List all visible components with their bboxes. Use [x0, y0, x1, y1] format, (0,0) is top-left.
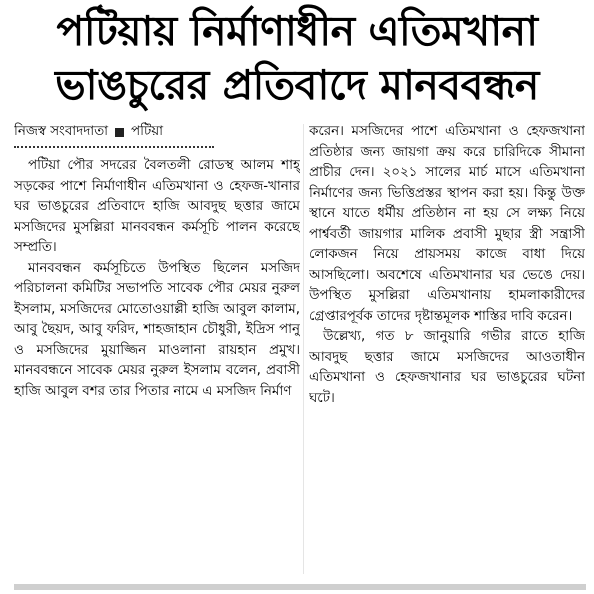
paragraph-right-1: করেন। মসজিদের পাশে এতিমখানা ও হেফজখানা প্রতিষ্ঠার জন্য জায়গা ক্রয় করে চারিদিকে সীমানা প্রাচীর দেন। ২০২১ সালের মার্চ মাসে এতিমখানা নির্মাণের জন্য ভিত্তিপ্রস্তর স্থাপন করা হয়। কিন্তু উক্ত স্থানে যাতে ধর্মীয় প্রতিষ্ঠান না হয় সে লক্ষ্য নিয়ে পার্শ্ববর্তী জায়গার মালিক প্রবাসী মুছার স্ত্রী সন্ত্রাসী লোকজন নিয়ে প্রায়সময় কাজে বাধা দিয়ে আসছিলো। অবশেষে এতিমখানার ঘর ভেঙে দেয়। উপস্থিত মুসল্লিরা এতিমখানায় হামলাকারীদের গ্রেপ্তারপূর্বক তাদের দৃষ্টান্তমূলক শাস্তির দাবি করেন। [309, 124, 585, 324]
headline [14, 4, 580, 112]
headline-line-2: ভাঙচুরের প্রতিবাদে মানববন্ধন [55, 61, 539, 109]
paragraph-right-2: উল্লেখ্য, গত ৮ জানুয়ারি গভীর রাতে হাজি আবদুছ ছত্তার জামে মসজিদের আওতাধীন এতিমখানা ও হেফজখানার ঘর ভাঙচুরের ঘটনা ঘটে। [309, 329, 585, 406]
column-divider [303, 124, 304, 574]
article-column-right [309, 122, 585, 576]
byline-reporter: নিজস্ব সংবাদদাতা [14, 124, 109, 139]
byline-location: পটিয়া [131, 124, 164, 139]
square-bullet-icon [115, 128, 124, 137]
bottom-rule [14, 584, 586, 590]
byline [14, 122, 300, 142]
paragraph-left-1: পটিয়া পৌর সদরের বৈলতলী রোডস্থ আলম শাহ্‌ সড়কের পাশে নির্মাণাধীন এতিমখানা ও হেফজ-খানার ঘর ভাঙচুরের প্রতিবাদে হাজি আবদুছ ছত্তার জামে মসজিদের মুসল্লিরা মানববন্ধন কর্মসূচি পালন করেছে সম্প্রতি। [14, 158, 300, 255]
dotted-separator [14, 146, 214, 148]
article-column-left [14, 122, 300, 576]
paragraph-left-2: মানববন্ধন কর্মসূচিতে উপস্থিত ছিলেন মসজিদ পরিচালনা কমিটির সভাপতি সাবেক পৌর মেয়র নুরুল ইসলাম, মসজিদের মোতোওয়াল্লী হাজি আবুল কালাম, আবু ছৈয়দ, আবু ফরিদ, শাহজাহান চৌধুরী, ইদ্রিস পানু ও মসজিদের মুয়াজ্জিন মাওলানা রায়হান প্রমুখ। মানববন্ধনে সাবেক মেয়র নুরুল ইসলাম বলেন, প্রবাসী হাজি আবুল বশর তার পিতার নামে এ মসজিদ নির্মাণ [14, 260, 300, 399]
headline-line-1: পটিয়ায় নির্মাণাধীন এতিমখানা [56, 7, 538, 55]
